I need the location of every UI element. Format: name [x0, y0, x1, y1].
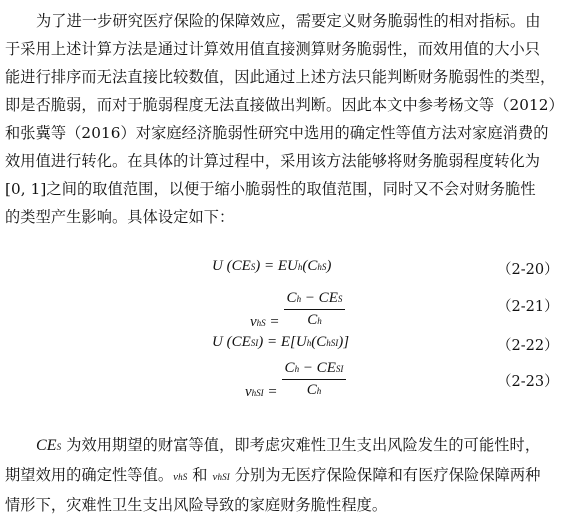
text-line: 为了进一步研究医疗保险的保障效应，需要定义财务脆弱性的相对指标。由 [36, 12, 541, 30]
symbol-sub: hSI [217, 472, 230, 482]
text-fragment: 为效用期望的财富等值，即考虑灾难性卫生支出风险发生的可能性时， [61, 436, 541, 454]
text-line: 即是否脆弱，而对于脆弱程度无法直接做出判断。因此本文中参考杨文等（2012） [5, 96, 564, 114]
text-line: 情形下，灾难性卫生支出风险导致的家庭财务脆性程度。 [5, 496, 388, 514]
equation-number: （2-22） [497, 338, 559, 354]
text-fragment: 和 [187, 466, 213, 484]
text-fragment: 分别为无医疗保险保障和有医疗保险保障两种 [229, 466, 541, 484]
equation-body: vhSI = $\frac{\text{Ch − CESI}}{Ch}$ [245, 360, 346, 399]
equation-body: U (CESI) = E[Uh(ChSI)] [212, 334, 350, 350]
text-line: 和张冀等（2016）对家庭经济脆弱性研究中选用的确定性等值方法对家庭消费的 [5, 124, 549, 142]
symbol-sub: S [56, 442, 62, 452]
text-fragment: 期望效用的确定性等值。 [5, 466, 174, 484]
paragraph-explanation [5, 431, 561, 519]
text-line: 的类型产生影响。具体设定如下： [5, 208, 235, 226]
symbol-v: v [212, 471, 218, 483]
equation-body: U (CES) = EUh(ChS) [212, 258, 332, 274]
equation-number: （2-21） [497, 299, 559, 315]
paragraph-definition [5, 7, 564, 231]
text-line [5, 431, 561, 461]
text-line [5, 461, 561, 491]
text-line: [0, 1]之间的取值范围，以便于缩小脆弱性的取值范围，同时又不会对财务脆性 [5, 180, 536, 198]
symbol-v: v [173, 471, 179, 483]
text-line: 能进行排序而无法直接比较数值，因此通过上述方法只能判断财务脆弱性的类型， [5, 68, 556, 86]
text-line: 于采用上述计算方法是通过计算效用值直接测算财务脆弱性，而效用值的大小只 [5, 40, 541, 58]
equation-number: （2-20） [497, 262, 559, 278]
symbol-sub: hS [178, 472, 188, 482]
text-line: 效用值进行转化。在具体的计算过程中，采用该方法能够将财务脆弱程度转化为 [5, 152, 541, 170]
symbol-ce: CE [36, 437, 57, 454]
equation-body: vhS = $\frac{\text{Ch − CES}}{Ch}$ [250, 290, 345, 329]
equation-number: （2-23） [497, 374, 559, 390]
